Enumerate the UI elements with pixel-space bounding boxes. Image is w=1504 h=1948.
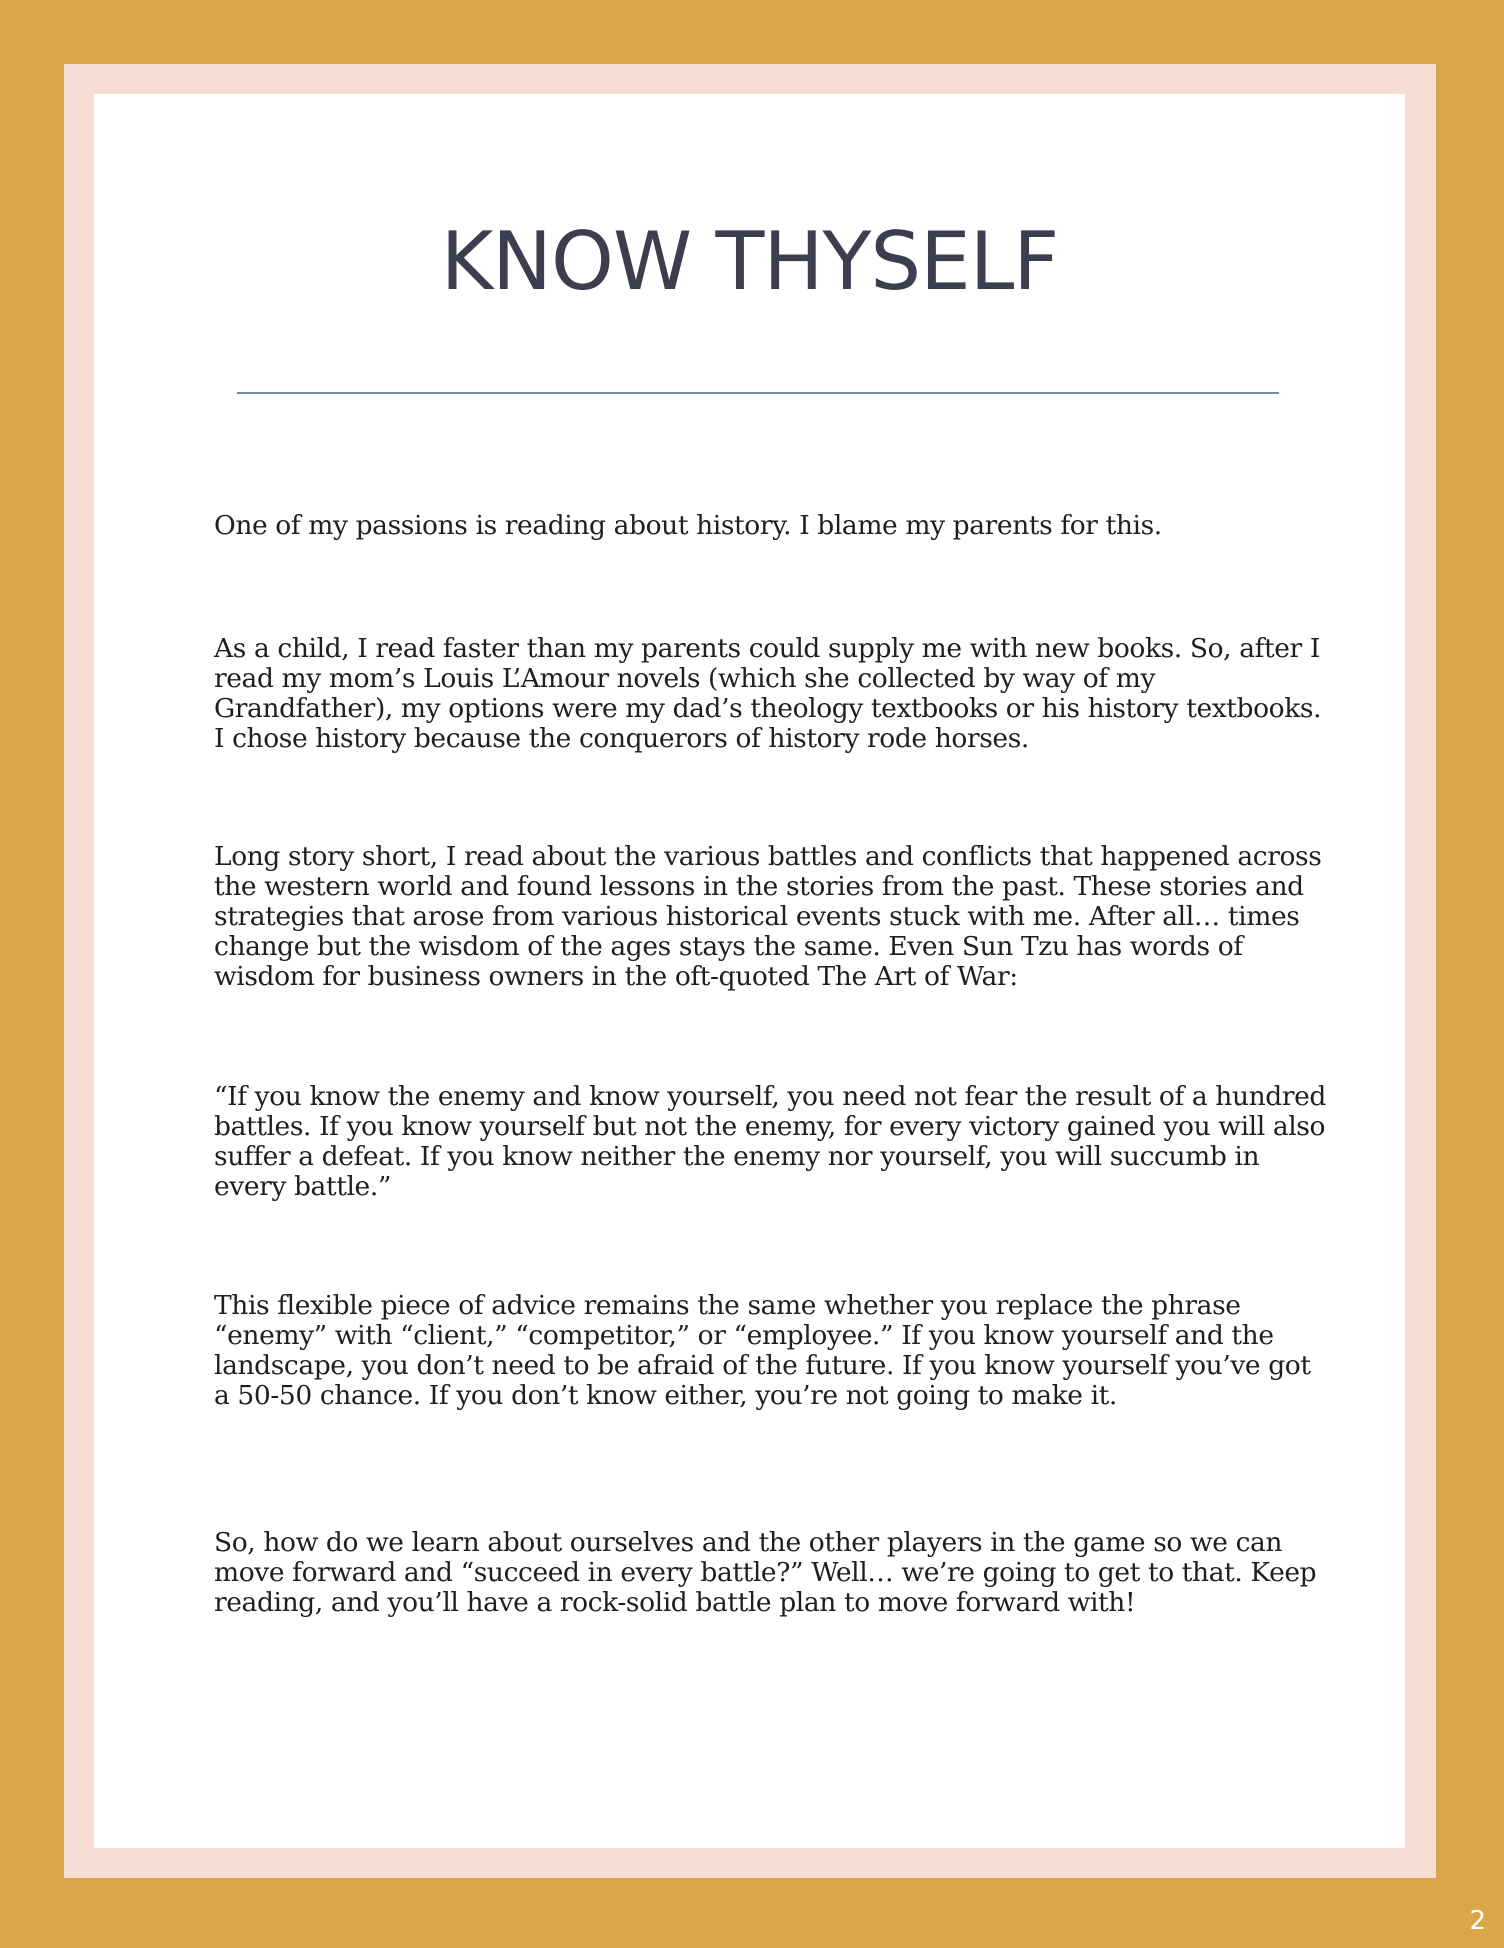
paragraph-4-quote: “If you know the enemy and know yourself, you need not fear the result of a hundred battles. If you know yourself but not the enemy, for every victory gained you will also suffer a defeat. If you know neither the enemy nor yourself, you will succumb in every battle.” (214, 1081, 1326, 1202)
paragraph-1: One of my passions is reading about history. I blame my parents for this. (214, 510, 1162, 541)
page-content (94, 94, 1405, 1848)
paragraph-3: Long story short, I read about the various battles and conflicts that happened across the western world and found lessons in the stories from the past. These stories and strategies that arose from various historical events stuck with me. After all… times change but the wisdom of the ages stays the same. Even Sun Tzu has words of wisdom for business owners in the oft-quoted The Art of War: (214, 841, 1322, 992)
page-number: 2 (1469, 1906, 1486, 1936)
title-divider (237, 392, 1279, 394)
page-title: KNOW THYSELF (440, 215, 1059, 308)
paragraph-6: So, how do we learn about ourselves and the other players in the game so we can move forward and “succeed in every battle?” Well… we’re going to get to that. Keep reading, and you’ll have a rock-solid battle plan to move forward with! (214, 1527, 1317, 1618)
paragraph-2: As a child, I read faster than my parents could supply me with new books. So, after I read my mom’s Louis L’Amour novels (which she collected by way of my Grandfather), my options were my dad’s theology textbooks or his history textbooks. I chose history because the conquerors of history rode horses. (214, 633, 1322, 754)
paragraph-5: This flexible piece of advice remains the same whether you replace the phrase “enemy” with “client,” “competitor,” or “employee.” If you know yourself and the landscape, you don’t need to be afraid of the future. If you know yourself you’ve got a 50-50 chance. If you don’t know either, you’re not going to make it. (214, 1290, 1311, 1411)
